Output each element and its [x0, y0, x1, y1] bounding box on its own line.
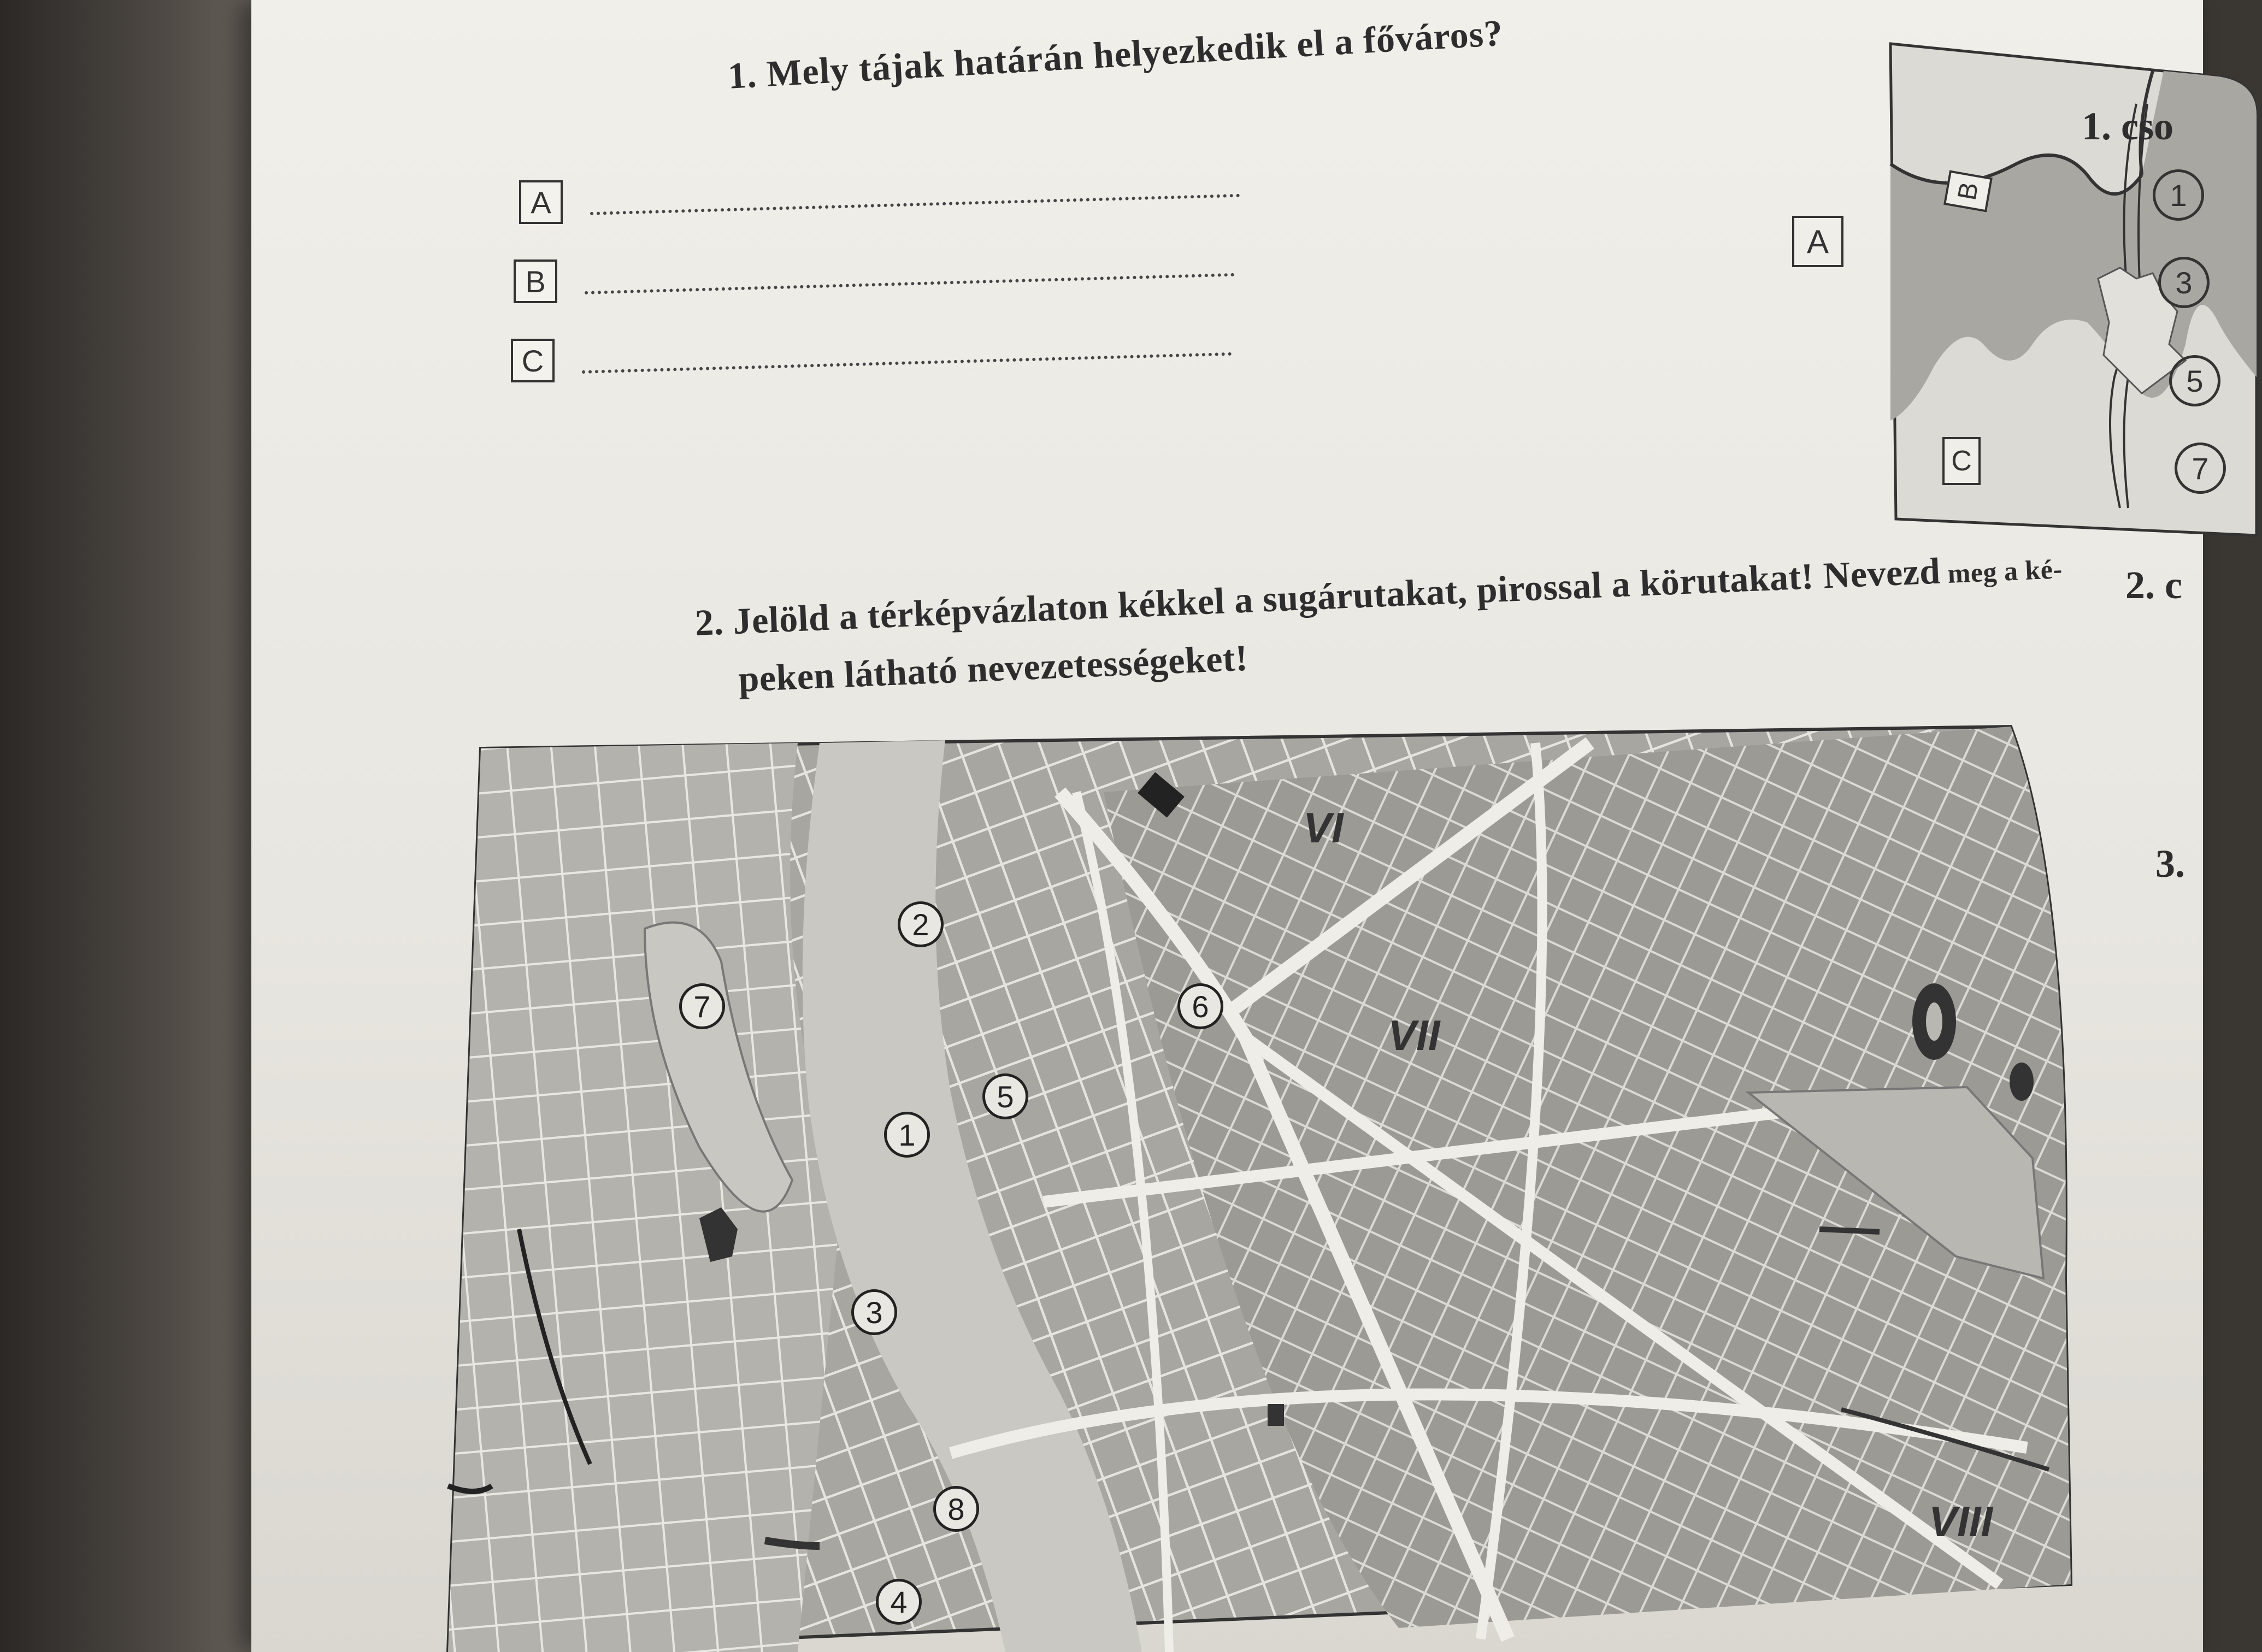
side-circle-3: 3 — [2158, 257, 2210, 308]
answer-line-a[interactable] — [590, 194, 1240, 215]
answer-label-c: C — [511, 339, 555, 382]
district-label-viii: VIII — [1929, 1497, 1993, 1545]
map-marker-7: 7 — [679, 983, 725, 1029]
answer-line-b[interactable] — [585, 273, 1235, 294]
map-marker-4: 4 — [876, 1579, 922, 1625]
answer-label-a: A — [519, 180, 563, 224]
question-1-title: 1. Mely tájak határán helyezkedik el a főváros? — [727, 11, 1504, 97]
question-2-line-2: peken látható nevezetességeket! — [737, 636, 1249, 700]
question-2-line-1: 2. Jelöld a térképvázlaton kékkel a sugárutakat, pirossal a körutakat! Nevezd — [694, 550, 1941, 644]
district-label-vii: VII — [1388, 1011, 1440, 1059]
inset-label-a: A — [1792, 216, 1843, 267]
map-marker-2: 2 — [898, 901, 944, 947]
inset-label-c: C — [1942, 437, 1981, 485]
question-2-line-1-small: meg a ké- — [1940, 553, 2063, 589]
map-marker-1: 1 — [884, 1112, 930, 1158]
question-2-title — [694, 538, 2066, 708]
map-marker-5: 5 — [982, 1073, 1028, 1119]
answer-line-c[interactable] — [582, 352, 1232, 374]
map-marker-3: 3 — [851, 1289, 897, 1335]
inset-label-b: B — [1943, 170, 1993, 213]
map-marker-8: 8 — [933, 1486, 979, 1532]
side-q1-label: 1. cso — [2082, 104, 2173, 148]
answer-row-b — [514, 259, 1251, 309]
city-street-map — [415, 710, 2087, 1652]
side-circle-7: 7 — [2175, 442, 2226, 494]
district-label-vi: VI — [1303, 804, 1344, 852]
answer-row-c — [511, 339, 1248, 388]
side-circle-5: 5 — [2169, 355, 2220, 406]
map-marker-6: 6 — [1177, 983, 1223, 1029]
answer-row-a — [519, 180, 1257, 229]
background-table — [0, 0, 273, 1652]
side-circle-1: 1 — [2153, 169, 2204, 221]
answer-label-b: B — [514, 259, 557, 303]
side-q3-label: 3. — [2155, 842, 2185, 886]
side-q2-label: 2. c — [2125, 563, 2182, 607]
